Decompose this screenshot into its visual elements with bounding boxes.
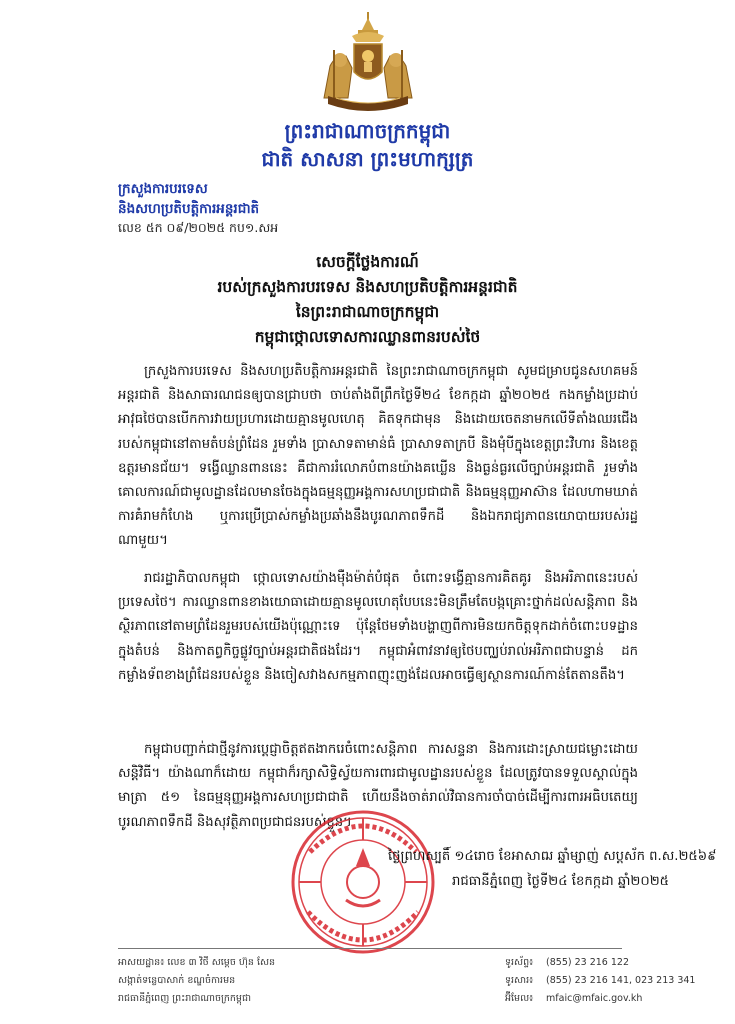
ministry-name-line1: ក្រសួងការបរទេស	[118, 181, 208, 197]
statement-subject: កម្ពុជាថ្កោលទោសការឈ្លានពានរបស់ថៃ	[254, 328, 481, 346]
kingdom-name-heading: ព្រះរាជាណាចក្រកម្ពុជា	[284, 119, 451, 143]
reference-number: លេខ ៥ក ០៩/២០២៥ កប១.សអ	[118, 220, 279, 235]
phone-label: ទូរស័ព្ទ៖	[505, 957, 534, 968]
footer-phone	[505, 956, 629, 970]
statement-title: សេចក្តីថ្លែងការណ៍	[316, 253, 419, 271]
email-label: អ៊ីមែល៖	[505, 993, 534, 1004]
address-value-1: លេខ ៣ វិថី សម្តេច ហ៊ុន សែន	[167, 957, 276, 968]
footer-address-line2: សង្កាត់ទន្លេបាសាក់ ខណ្ឌចំការមន	[118, 975, 236, 986]
footer-address-line3: រាជធានីភ្នំពេញ ព្រះរាជាណាចក្រកម្ពុជា	[118, 993, 251, 1004]
footer-email	[505, 992, 642, 1006]
footer-fax	[505, 974, 695, 988]
address-label: អាសយដ្ឋាន៖	[118, 957, 165, 968]
body-paragraph-3: កម្ពុជាបញ្ជាក់ជាថ្មីនូវការប្តេជ្ញាចិត្តឥតងាករេចំពោះសន្តិភាព ការសន្ទនា និងការដោះស្រាយជម្លោះដោយសន្តិវិធី។ យ៉ាងណាក៏ដោយ កម្ពុជាក៏រក្សាសិទ្ធិស្វ័យការពារជាមូលដ្ឋានរបស់ខ្លួន ដែលត្រូវបានទទួលស្គាល់ក្នុងមាត្រា ៥១ នៃធម្មនុញ្ញអង្គការសហប្រជាជាតិ ហើយនឹងចាត់រាល់វិធានការចាំបាច់ដើម្បីការពារអធិបតេយ្យ បូរណភាពទឹកដី និងសុវត្ថិភាពប្រជាជនរបស់ខ្លួន។	[118, 742, 638, 830]
body-paragraph-1: ក្រសួងការបរទេស និងសហប្រតិបត្តិការអន្តរជាតិ នៃព្រះរាជាណាចក្រកម្ពុជា សូមជម្រាបជូនសហគមន៍អន្តរជាតិ និងសាធារណជនឲ្យបានជ្រាបថា ចាប់តាំងពីព្រឹកថ្ងៃទី២៤ ខែកក្កដា ឆ្នាំ២០២៥ កងកម្លាំងប្រដាប់អាវុធថៃបានបើកការវាយប្រហារដោយគ្មានមូលហេតុ គិតទុកជាមុន និងដោយចេតនាមកលើទីតាំងឈរជើងរបស់កម្ពុជានៅតាមតំបន់ព្រំដែន រួមទាំង ប្រាសាទតាមាន់ធំ ប្រាសាទតាក្របី និងមុំបីក្នុងខេត្តព្រះវិហារ និងខេត្តឧត្តរមានជ័យ។ ទង្វើឈ្លានពាននេះ គឺជាការរំលោភបំពានយ៉ាងគឃ្លើន និងធ្ងន់ធ្ងរលើច្បាប់អន្តរជាតិ រួមទាំងគោលការណ៍ជាមូលដ្ឋានដែលមានចែងក្នុងធម្មនុញ្ញអង្គការសហប្រជាជាតិ និងធម្មនុញ្ញអាស៊ាន ដែលហាមឃាត់ការគំរាមកំហែង ឬការប្រើប្រាស់កម្លាំងប្រឆាំងនឹងបូរណភាពទឹកដី និងឯករាជ្យភាពនយោបាយរបស់រដ្ឋណាមួយ។	[118, 364, 638, 549]
national-motto-heading: ជាតិ សាសនា ព្រះមហាក្សត្រ	[261, 147, 474, 171]
royal-coat-of-arms-emblem	[318, 10, 418, 114]
fax-value: (855) 23 216 141, 023 213 341	[546, 975, 696, 986]
ministry-official-seal	[288, 808, 438, 956]
statement-title-issuer: របស់ក្រសួងការបរទេស និងសហប្រតិបត្តិការអន្តរជាតិ	[217, 278, 518, 296]
solar-date-place-line: រាជធានីភ្នំពេញ ថ្ងៃទី២៤ ខែកក្កដា ឆ្នាំ២០២៥	[452, 874, 670, 889]
email-link[interactable]: mfaic@mfaic.gov.kh	[546, 993, 643, 1004]
phone-value: (855) 23 216 122	[546, 957, 629, 968]
body-paragraph-2: រាជរដ្ឋាភិបាលកម្ពុជា ថ្កោលទោសយ៉ាងម៉ឺងម៉ាត់បំផុត ចំពោះទង្វើគ្មានការគិតគូរ និងអរិភាពនេះរបស់ប្រទេសថៃ។ ការឈ្លានពានខាងយោធាដោយគ្មានមូលហេតុបែបនេះមិនត្រឹមតែបង្កគ្រោះថ្នាក់ដល់សន្តិភាព និងស្ថិរភាពនៅតាមព្រំដែនរួមរបស់យើងប៉ុណ្ណោះទេ ប៉ុន្តែថែមទាំងបង្ហាញពីការមិនយកចិត្តទុកដាក់ចំពោះបទដ្ឋានក្នុងតំបន់ និងកាតព្វកិច្ចផ្លូវច្បាប់អន្តរជាតិផងដែរ។ កម្ពុជាអំពាវនាវឲ្យថៃបញ្ឈប់រាល់អរិភាពជាបន្ទាន់ ដកកម្លាំងទ័ពខាងព្រំដែនរបស់ខ្លួន និងចៀសវាងសកម្មភាពញុះញង់ដែលអាចធ្វើឲ្យស្ថានការណ៍កាន់តែតានតឹង។	[118, 571, 638, 683]
fax-label: ទូរសារ៖	[505, 975, 534, 986]
footer-address-line1	[118, 956, 275, 970]
ministry-name-line2: និងសហប្រតិបត្តិការអន្តរជាតិ	[118, 201, 260, 217]
lunar-date-line: ថ្ងៃព្រហស្បតិ៍ ១៤រោច ខែអាសាឍ ឆ្នាំម្សាញ់ សប្តស័ក ព.ស.២៥៦៩	[388, 849, 717, 864]
statement-title-kingdom: នៃព្រះរាជាណាចក្រកម្ពុជា	[295, 303, 440, 321]
footer-divider	[118, 948, 622, 949]
